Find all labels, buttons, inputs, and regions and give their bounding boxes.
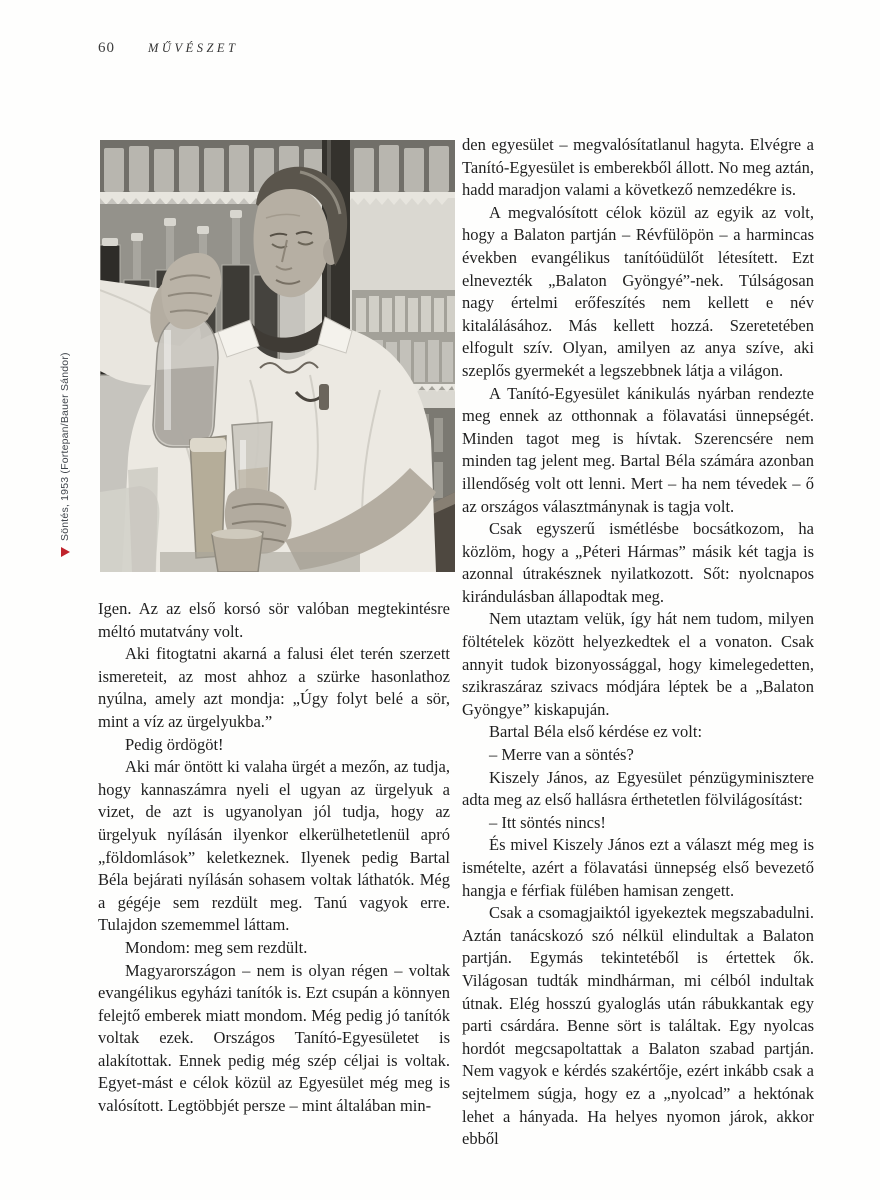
paragraph: Kiszely János, az Egyesület pénzügyminisztere adta meg az első hallásra érthetetlen fölvilágosítást: xyxy=(462,767,814,810)
photo-bartender xyxy=(100,140,455,572)
section-title: MŰVÉSZET xyxy=(148,41,239,55)
paragraph: den egyesület – megvalósítatlanul hagyta. Elvégre a Tanító-Egyesület is emberekből állott. No meg aztán, hadd maradjon valami a következő nemzedékre is. xyxy=(462,135,814,200)
paragraph: Nem utaztam velük, így hát nem tudom, milyen föltételek között helyezkedtek el a vonaton. Csak annyit tudok bizonyossággal, hogy kimelegedetten, szikraszáraz szivacs módjára léptek be a „Balaton Gyöngye” kiskapuján. xyxy=(462,609,814,719)
paragraph: Magyarországon – nem is olyan régen – voltak evangélikus egyházi tanítók is. Ezt csupán a könnyen felejtő emberek miatt mondom. Még pedig jó tanítók voltak ezek. Országos Tanító-Egyesületet is alakítottak. Ennek pedig még szép céljai is voltak. Egyet-mást e célok közül az Egyesület még meg is valósított. Legtöbbjét persze – mint általában min- xyxy=(98,960,450,1116)
paragraph: – Itt söntés nincs! xyxy=(489,812,606,832)
paragraph: Igen. Az az első korsó sör valóban megtekintésre méltó mutatvány volt. xyxy=(98,599,450,641)
paragraph: A megvalósított célok közül az egyik az volt, hogy a Balaton partján – Révfülöpön – a harmincas években evangélikus tanítóüdülőt létesített. Ezt elnevezték „Balaton Gyöngyé”-nek. Túlságosan nagy értelmi erőfeszítés nem kellett e név kitalálásához. Más kellett hozzá. Szeretetében elfogult szív. Olyan, amilyen az anya szíve, aki szeplős gyermekét a legszebbnek látja a világon. xyxy=(462,202,814,380)
left-column xyxy=(98,598,450,1118)
paragraph: Pedig ördögöt! xyxy=(125,734,224,754)
right-column xyxy=(462,134,814,1151)
paragraph: Mondom: meg sem rezdült. xyxy=(125,937,308,957)
paragraph: Csak egyszerű ismétlésbe bocsátkozom, ha közlöm, hogy a „Péteri Hármas” másik két tagja is azonnal útrakésznek nyilatkozott. Sőt: nyolcnapos kirándulásban állapodtak meg. xyxy=(462,519,814,606)
paragraph: Aki fitogtatni akarná a falusi élet terén szerzett ismereteit, az most ahhoz a szürke hasonlathoz nyúlna, amely azt mondja: „Úgy folyt belé a sör, mint a víz az ürgelyukba.” xyxy=(98,644,450,731)
page-number: 60 xyxy=(98,40,115,56)
paragraph: Csak a csomagjaiktól igyekeztek megszabadulni. Aztán tanácskozó szó nélkül elindultak a Balaton partján. Egymás tekintetéből is értettek ők. Világosan tudták mindhárman, mi célból indultak útnak. Elég hosszú gyaloglás után rábukkantak egy parti csárdára. Benne sört is találtak. Egy nyolcas hordót megcsapoltattak a Balaton szabad partján. Nem vagyok e kérdés szakértője, ezért inkább csak a sejtelmem súgja, hogy ez a „nyolcad” a hektónak lehet a hányada. Ha helyes nyomon járok, akkor ebből xyxy=(462,903,814,1149)
paragraph: Bartal Béla első kérdése ez volt: xyxy=(489,722,703,742)
paragraph: Aki már öntött ki valaha ürgét a mezőn, az tudja, hogy kannaszámra nyeli el ugyan az ürgelyuk a vizet, de azt is ugyanolyan jól tudja, hogy az ürgelyuk nyílásán ilyenkor elkerülhetetlenül apró „földomlások” keletkeznek. Ilyenek pedig Bartal Béla bejárati nyílásán sohasem voltak láthatók. Még a gégéje sem rezdült meg. Tanú vagyok erre. Tulajdon szememmel láttam. xyxy=(98,757,450,935)
caption-marker-icon xyxy=(61,547,70,557)
bartender-photo-illustration xyxy=(100,140,455,572)
paragraph: – Merre van a söntés? xyxy=(489,745,634,765)
running-head xyxy=(98,40,239,57)
paragraph: És mivel Kiszely János ezt a választ még meg is ismételte, azért a fölavatási ünnepség első bevezető hangja e férfiak fülében hamisan zengett. xyxy=(462,835,814,900)
paragraph: A Tanító-Egyesület kánikulás nyárban rendezte meg ennek az otthonnak a fölavatási ünnepségét. Minden tagot meg is hívtak. Szerencsére nem minden tag jelent meg. Bartal Béla számára azonban illendőség volt ott lenni. Mert – ha nem tévedek – ő az országos választmánynak is tagja volt. xyxy=(462,383,814,516)
photo-caption: Söntés, 1953 (Fortepan/Bauer Sándor) xyxy=(59,352,71,541)
